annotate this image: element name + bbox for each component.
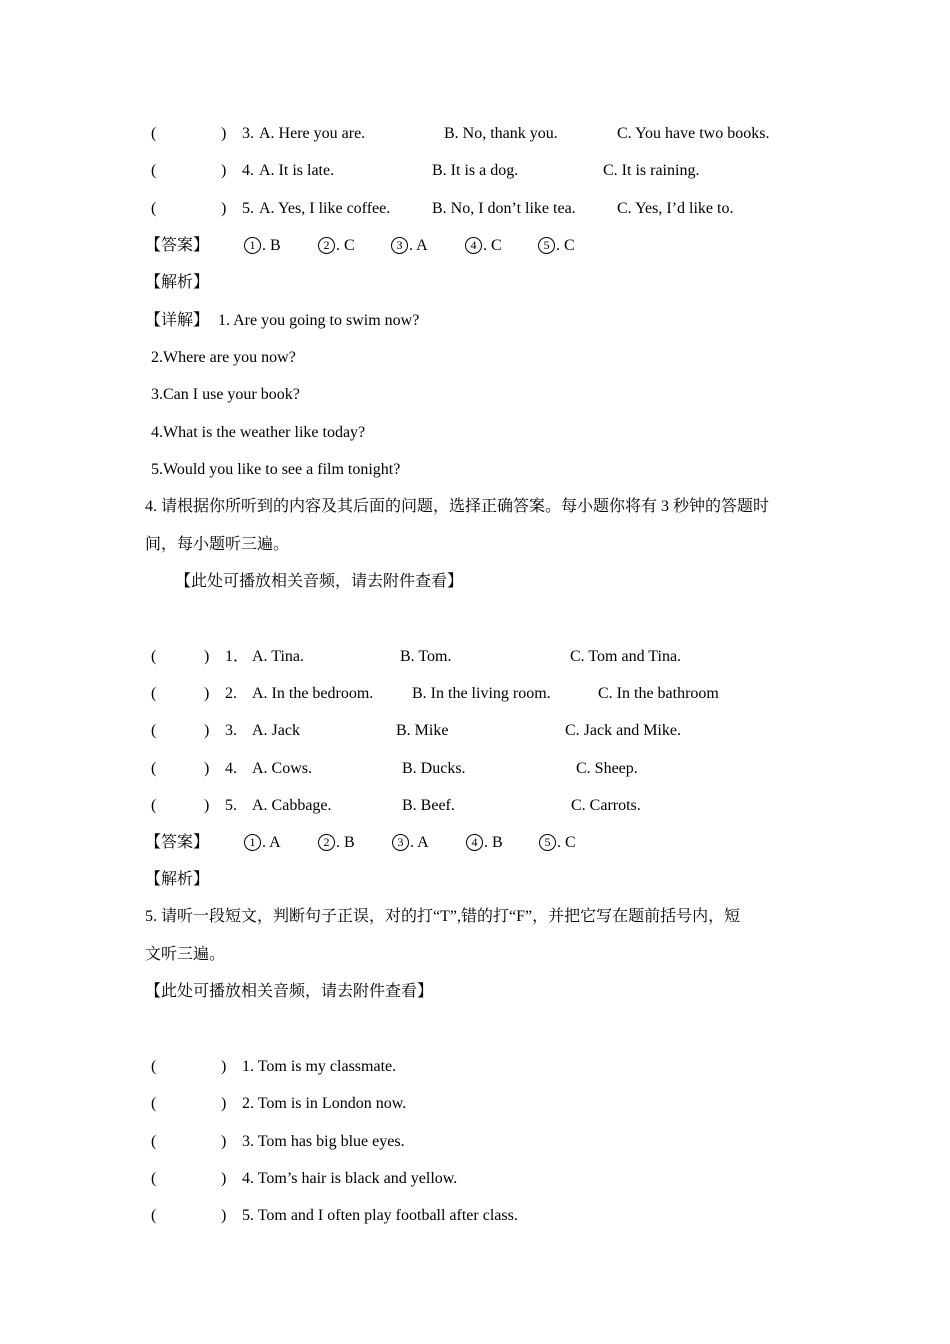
option-a: A. Jack <box>252 722 300 739</box>
right-paren: ) <box>204 760 210 777</box>
option-c: C. Carrots. <box>571 797 641 814</box>
left-paren: ( <box>151 760 157 777</box>
option-b: B. Tom. <box>400 648 452 665</box>
option-c: C. You have two books. <box>617 125 770 142</box>
answer-label: 【答案】 <box>145 237 210 254</box>
question-number: 3. <box>242 125 254 142</box>
left-paren: ( <box>151 1170 157 1187</box>
circled-number: 4 <box>466 834 483 851</box>
answer-item: 1 . A <box>244 833 281 853</box>
option-b: B. No, thank you. <box>444 125 558 142</box>
statement-text: 2. Tom is in London now. <box>242 1095 407 1112</box>
statement-text: 1. Tom is my classmate. <box>242 1058 397 1075</box>
question-number: 5. <box>242 200 254 217</box>
left-paren: ( <box>151 685 157 702</box>
left-paren: ( <box>151 162 157 179</box>
circled-number: 1 <box>244 237 261 254</box>
audio-note: 【此处可播放相关音频，请去附件查看】 <box>145 983 434 1000</box>
right-paren: ) <box>221 162 227 179</box>
option-a: A. Tina. <box>252 648 305 665</box>
circled-number: 5 <box>538 237 555 254</box>
right-paren: ) <box>221 1207 227 1224</box>
circled-number: 5 <box>539 834 556 851</box>
statement-text: 5. Tom and I often play football after class. <box>242 1207 518 1224</box>
question-instruction-cont: 文听三遍。 <box>145 946 226 963</box>
left-paren: ( <box>151 648 157 665</box>
option-c: C. Sheep. <box>576 760 638 777</box>
right-paren: ) <box>221 1095 227 1112</box>
option-b: B. Mike <box>396 722 449 739</box>
question-instruction: 4. 请根据你所听到的内容及其后面的问题，选择正确答案。每小题你将有 3 秒钟的答题时 <box>145 498 770 515</box>
right-paren: ) <box>221 200 227 217</box>
right-paren: ) <box>204 722 210 739</box>
option-c: C. Tom and Tina. <box>570 648 682 665</box>
option-a: A. Cabbage. <box>252 797 332 814</box>
right-paren: ) <box>221 1058 227 1075</box>
circled-number: 3 <box>392 834 409 851</box>
left-paren: ( <box>151 1095 157 1112</box>
option-c: C. It is raining. <box>603 162 700 179</box>
transcript-line: 5.Would you like to see a film tonight? <box>151 461 401 478</box>
left-paren: ( <box>151 1133 157 1150</box>
answer-item: 2 . C <box>318 236 355 256</box>
answer-item: 2 . B <box>318 833 355 853</box>
transcript-line: 2.Where are you now? <box>151 349 296 366</box>
analysis-label: 【解析】 <box>145 871 210 888</box>
circled-number: 1 <box>244 834 261 851</box>
circled-number: 2 <box>318 834 335 851</box>
option-b: B. Ducks. <box>402 760 466 777</box>
circled-number: 3 <box>391 237 408 254</box>
transcript-line: 1. Are you going to swim now? <box>218 312 420 329</box>
right-paren: ) <box>204 797 210 814</box>
transcript-line: 4.What is the weather like today? <box>151 424 366 441</box>
analysis-label: 【解析】 <box>145 274 210 291</box>
option-c: C. In the bathroom <box>598 685 719 702</box>
question-number: 1． <box>225 648 250 665</box>
question-number: 3. <box>225 722 237 739</box>
option-a: A. Yes, I like coffee. <box>259 200 391 217</box>
answer-item: 5 . C <box>538 236 575 256</box>
right-paren: ) <box>204 685 210 702</box>
question-instruction-cont: 间，每小题听三遍。 <box>145 536 290 553</box>
answer-item: 1 . B <box>244 236 281 256</box>
answer-item: 3 . A <box>392 833 429 853</box>
answer-item: 4 . B <box>466 833 503 853</box>
question-number: 5. <box>225 797 237 814</box>
answer-item: 4 . C <box>465 236 502 256</box>
left-paren: ( <box>151 200 157 217</box>
left-paren: ( <box>151 125 157 142</box>
option-c: C. Jack and Mike. <box>565 722 681 739</box>
right-paren: ) <box>204 648 210 665</box>
left-paren: ( <box>151 1207 157 1224</box>
statement-text: 3. Tom has big blue eyes. <box>242 1133 405 1150</box>
left-paren: ( <box>151 1058 157 1075</box>
right-paren: ) <box>221 1170 227 1187</box>
transcript-line: 3.Can I use your book? <box>151 386 300 403</box>
detail-label: 【详解】 <box>145 312 210 329</box>
option-a: A. In the bedroom. <box>252 685 374 702</box>
answer-item: 3 . A <box>391 236 428 256</box>
audio-note: 【此处可播放相关音频，请去附件查看】 <box>175 573 464 590</box>
option-c: C. Yes, I’d like to. <box>617 200 734 217</box>
question-number: 4. <box>225 760 237 777</box>
left-paren: ( <box>151 722 157 739</box>
option-b: B. No, I don’t like tea. <box>432 200 576 217</box>
circled-number: 2 <box>318 237 335 254</box>
option-a: A. Cows. <box>252 760 313 777</box>
answer-label: 【答案】 <box>145 834 210 851</box>
question-number: 2. <box>225 685 237 702</box>
option-b: B. It is a dog. <box>432 162 519 179</box>
option-a: A. It is late. <box>259 162 335 179</box>
right-paren: ) <box>221 125 227 142</box>
question-number: 4. <box>242 162 254 179</box>
left-paren: ( <box>151 797 157 814</box>
option-b: B. Beef. <box>402 797 455 814</box>
answer-item: 5 . C <box>539 833 576 853</box>
right-paren: ) <box>221 1133 227 1150</box>
question-instruction: 5. 请听一段短文，判断句子正误，对的打“T”,错的打“F”，并把它写在题前括号内，短 <box>145 908 741 925</box>
option-b: B. In the living room. <box>412 685 551 702</box>
option-a: A. Here you are. <box>259 125 366 142</box>
circled-number: 4 <box>465 237 482 254</box>
statement-text: 4. Tom’s hair is black and yellow. <box>242 1170 458 1187</box>
